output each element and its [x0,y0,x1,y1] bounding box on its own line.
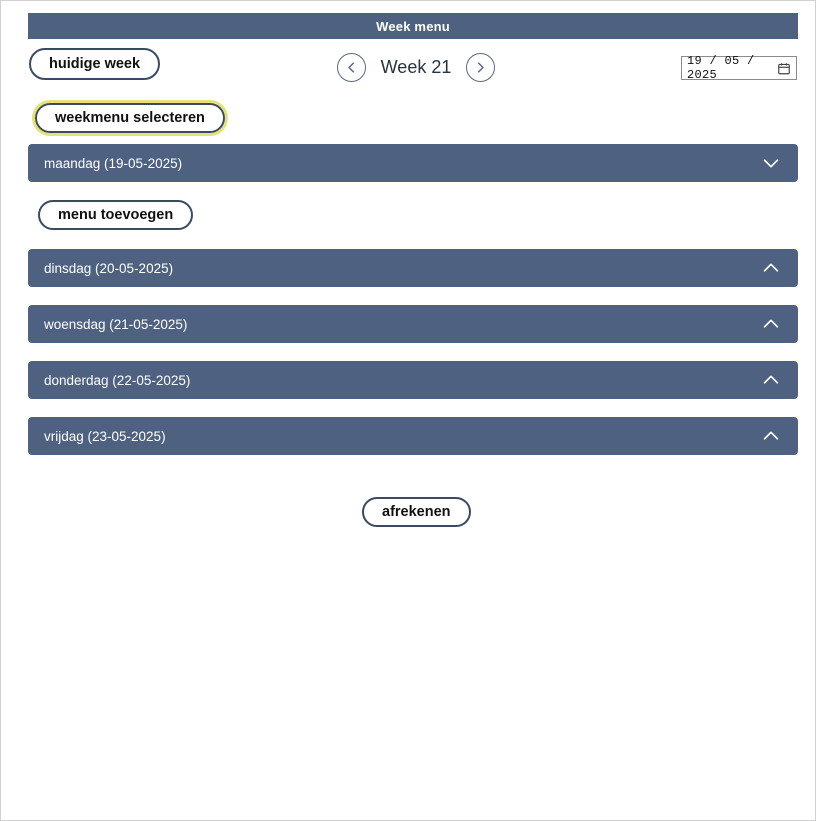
toolbar [1,45,816,89]
checkout-button[interactable]: afrekenen [362,497,471,527]
calendar-icon[interactable] [777,61,791,76]
page-title: Week menu [28,13,798,39]
add-menu-button[interactable]: menu toevoegen [38,200,193,230]
current-week-button[interactable]: huidige week [29,48,160,80]
day-label: donderdag (22-05-2025) [44,372,191,388]
chevron-down-icon[interactable] [760,152,782,174]
day-row-friday[interactable] [28,417,798,455]
chevron-right-icon[interactable] [466,53,495,82]
chevron-up-icon[interactable] [760,425,782,447]
chevron-left-icon[interactable] [337,53,366,82]
day-row-monday[interactable] [28,144,798,182]
day-row-thursday[interactable] [28,361,798,399]
day-label: woensdag (21-05-2025) [44,316,188,332]
select-weekmenu-button[interactable]: weekmenu selecteren [35,103,225,133]
day-label: maandag (19-05-2025) [44,155,183,171]
week-label: Week 21 [380,56,452,77]
chevron-up-icon[interactable] [760,369,782,391]
date-input[interactable] [681,56,797,80]
day-label: vrijdag (23-05-2025) [44,428,166,444]
day-label: dinsdag (20-05-2025) [44,260,174,276]
day-row-wednesday[interactable] [28,305,798,343]
day-row-tuesday[interactable] [28,249,798,287]
chevron-up-icon[interactable] [760,257,782,279]
week-navigator [337,45,495,89]
date-input-value: 19 / 05 / 2025 [687,54,755,82]
chevron-up-icon[interactable] [760,313,782,335]
